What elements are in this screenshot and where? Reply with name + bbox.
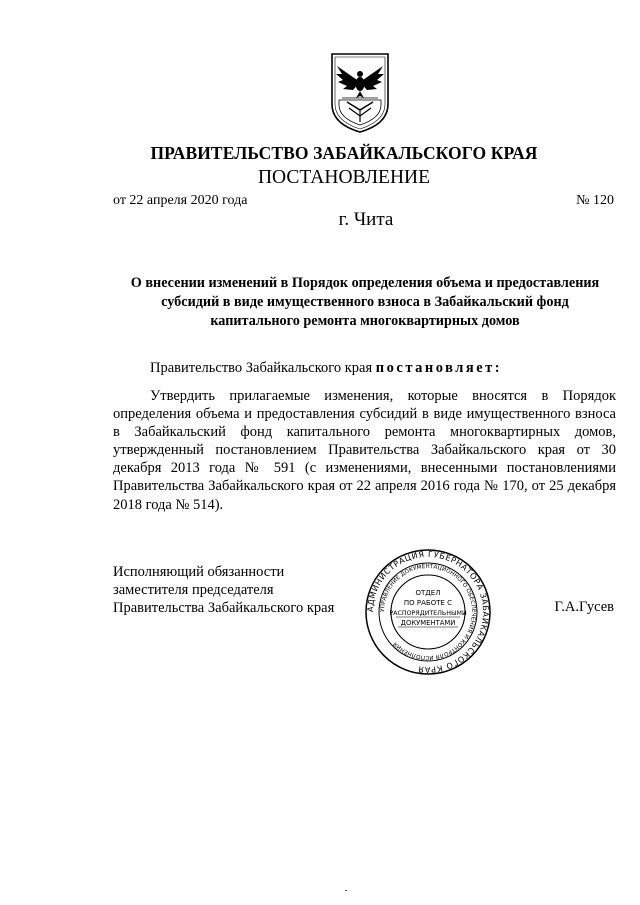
stamp-outer-text: АДМИНИСТРАЦИЯ ГУБЕРНАТОРА ЗАБАЙКАЛЬСКОГО КРАЯ <box>365 549 491 675</box>
stamp-center-line: ПО РАБОТЕ С <box>403 599 453 607</box>
decree-intro <box>150 360 502 377</box>
stamp-center-line: ДОКУМЕНТАМИ <box>400 619 456 627</box>
subject-line: капитального ремонта многоквартирных домов <box>210 313 520 329</box>
signer-name: Г.А.Гусев <box>554 599 614 615</box>
subject-line: О внесении изменений в Порядок определения объема и предоставления <box>130 275 600 291</box>
coat-of-arms-icon <box>329 52 391 134</box>
government-title: ПРАВИТЕЛЬСТВО ЗАБАЙКАЛЬСКОГО КРАЯ <box>150 143 538 163</box>
signer-line: Исполняющий обязанности <box>113 564 285 580</box>
document-date: от 22 апреля 2020 года <box>113 193 248 208</box>
signer-line: Правительства Забайкальского края <box>113 600 335 617</box>
document-type: ПОСТАНОВЛЕНИЕ <box>257 167 431 188</box>
decree-intro-subject: Правительство Забайкальского края <box>150 360 373 376</box>
official-stamp <box>363 547 493 677</box>
decree-paragraph: Утвердить прилагаемые изменения, которые вносятся в Порядок определения объема и предоставления субсидий в виде имущественного взноса в Забайкальский фонд капитального ремонта многоквартирных домов, утвержденный постановлением Правительства Забайкальского края от 30 декабря 2013 года № 591 (с изменениями, внесенными постановлениями Правительства Забайкальского края от 22 апреля 2016 года № 170, от 25 декабря 2018 года № 514). <box>113 388 616 513</box>
stamp-center-line: ОТДЕЛ <box>415 589 441 597</box>
signer-position <box>113 563 334 618</box>
document-city: г. Чита <box>338 209 394 230</box>
subject-line: субсидий в виде имущественного взноса в Забайкальский фонд <box>161 294 569 310</box>
signer-line: заместителя председателя <box>113 582 274 599</box>
stamp-inner-text: УПРАВЛЕНИЕ ДОКУМЕНТАЦИОННОГО ОБЕСПЕЧЕНИЯ И КОНТРОЛЯ ИСПОЛНЕНИЯ <box>379 563 477 661</box>
stamp-center-line: РАСПОРЯДИТЕЛЬНЫМИ <box>389 610 467 617</box>
document-subject <box>112 274 618 331</box>
document-number: № 120 <box>576 193 614 208</box>
scan-speck <box>345 890 347 891</box>
decree-intro-verb: постановляет: <box>375 360 503 376</box>
